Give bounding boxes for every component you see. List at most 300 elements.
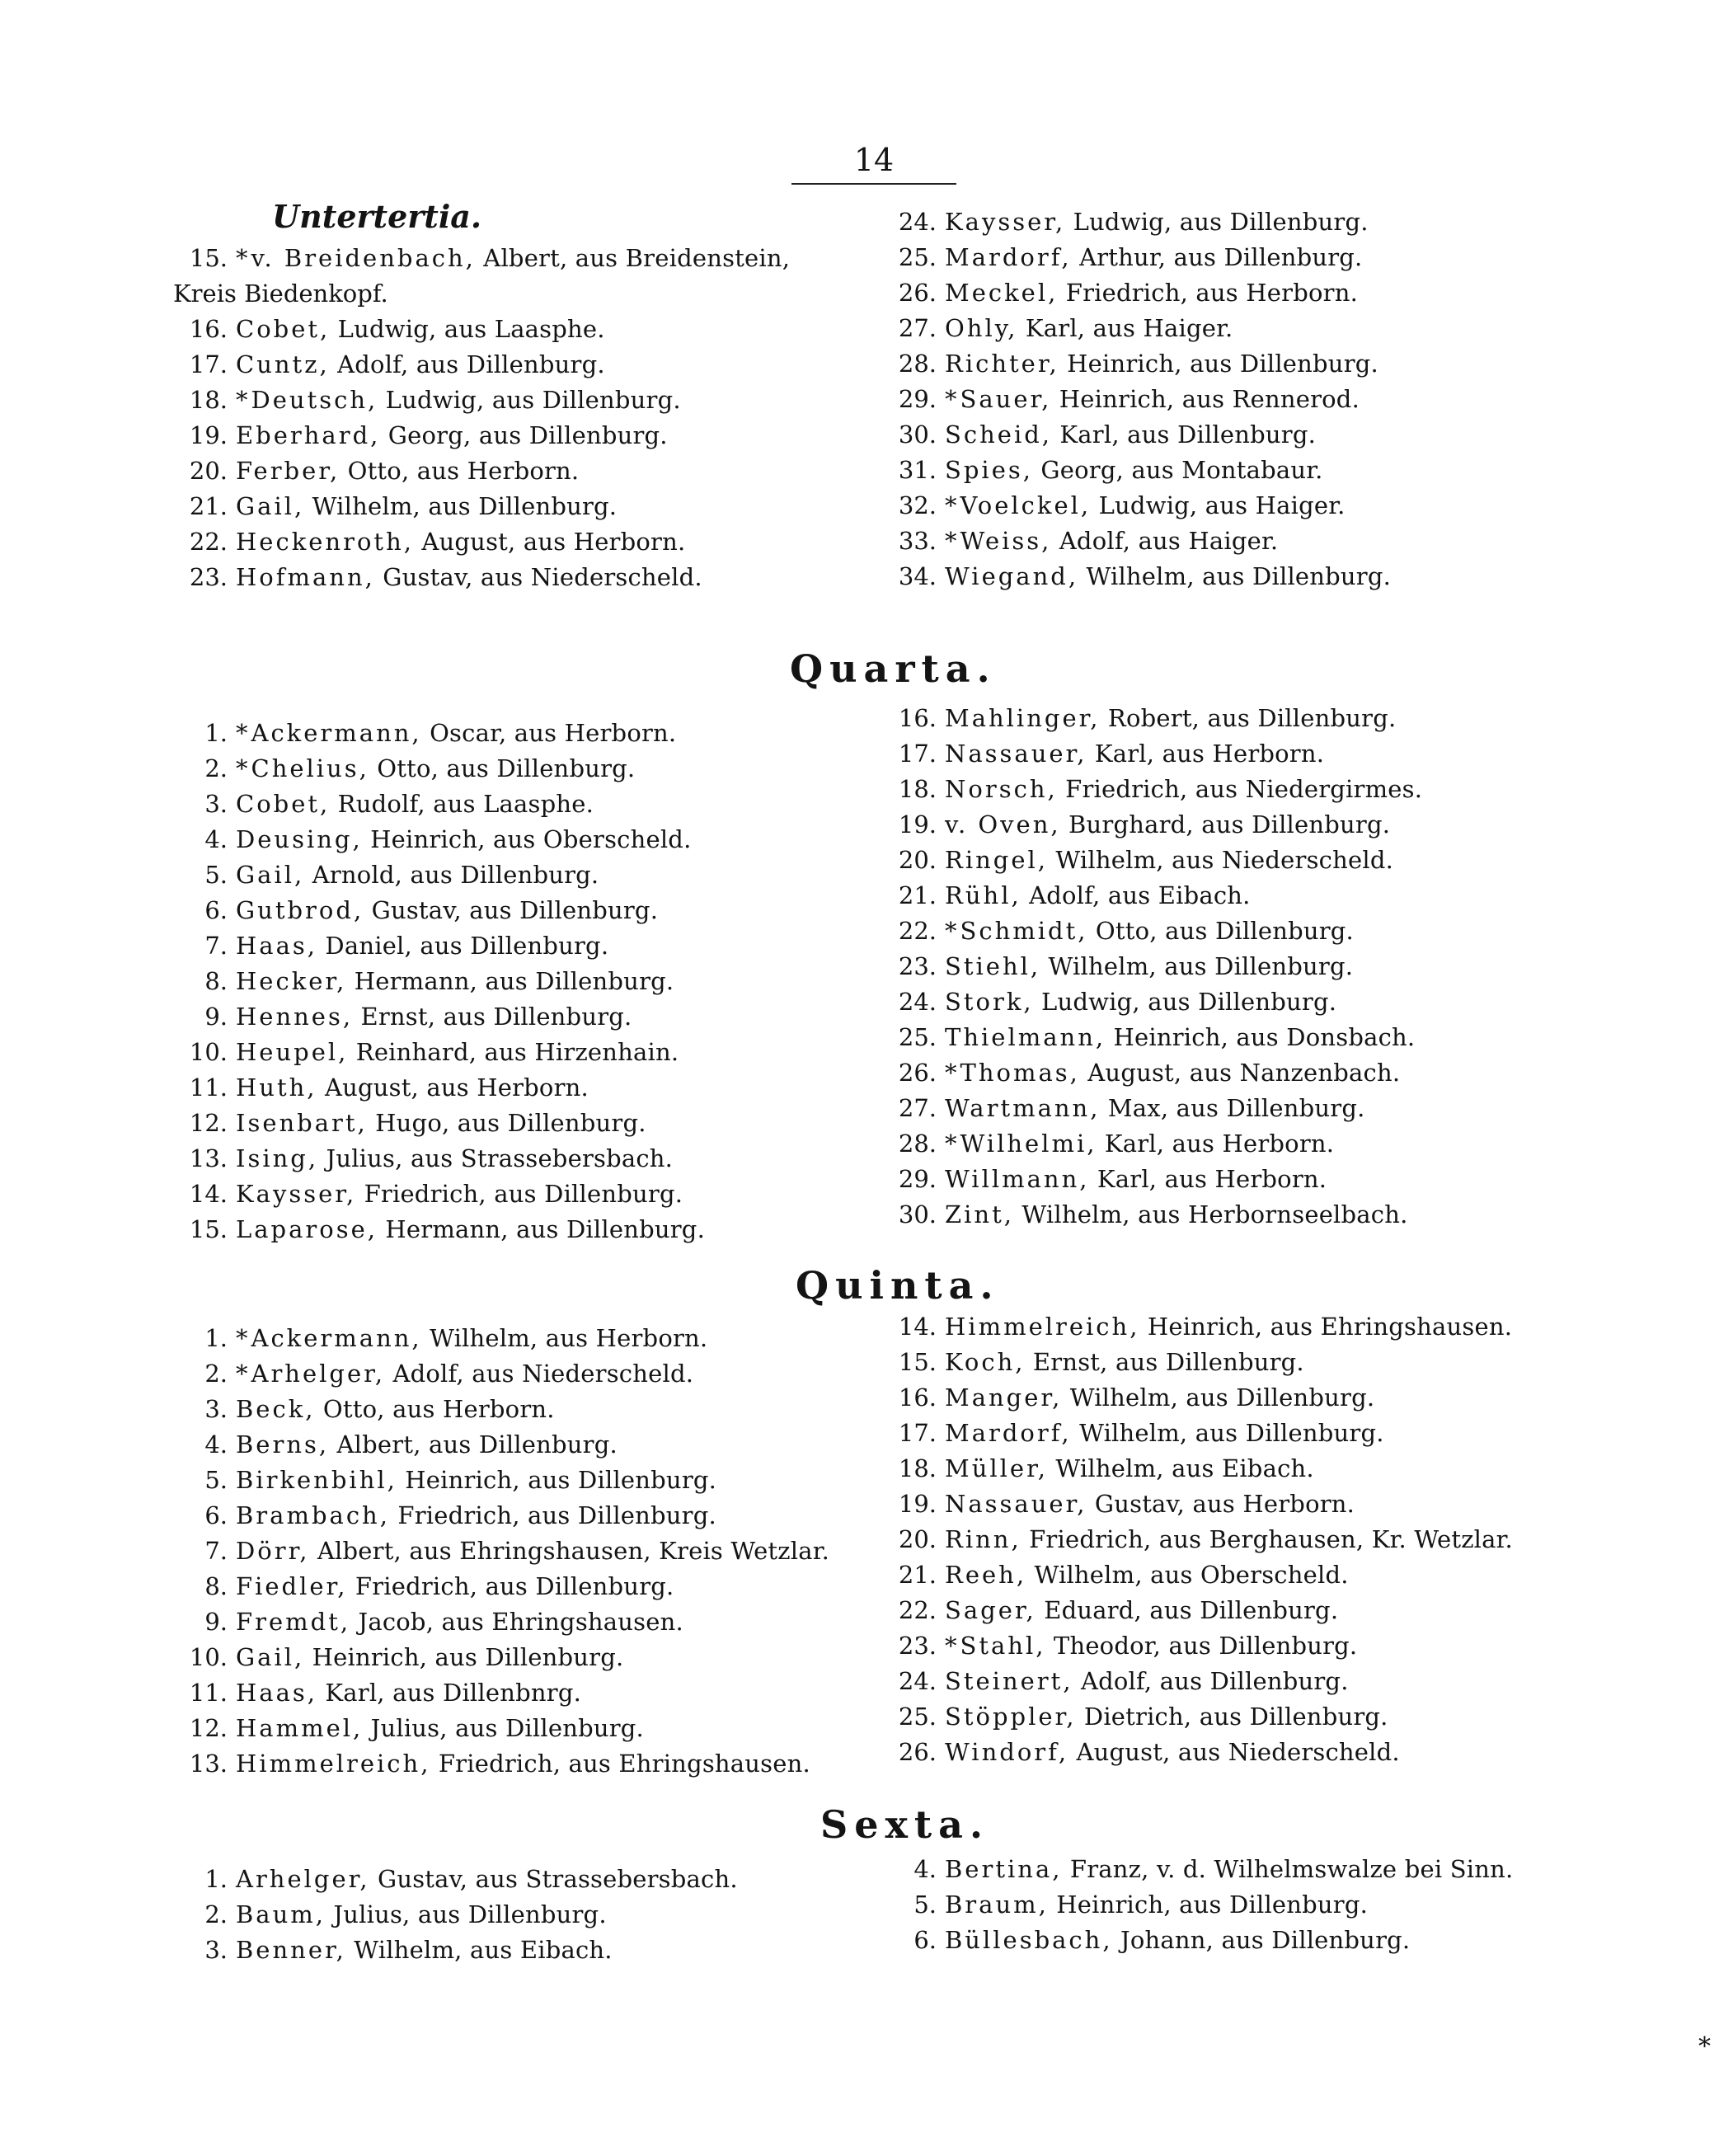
list-item [173,418,874,453]
given-name-origin: Jacob, aus Ehringshausen. [350,1608,683,1636]
surname: Norsch, [945,775,1058,803]
entry-text [236,1569,674,1604]
entry-number: 22. [898,917,937,945]
surname: Sauer, [960,385,1052,413]
entry-text [236,928,608,964]
surname: Meckel, [945,279,1059,307]
entry-number: 4. [913,1855,937,1883]
list-item [882,1020,1525,1055]
given-name-origin: Otto, aus Dillenburg. [369,754,636,782]
entry-number: 2. [204,754,228,782]
heading-sexta: Sexta. [820,1802,989,1847]
entry-text [236,1534,829,1569]
surname: Birkenbihl, [236,1466,397,1494]
list-item [882,382,1525,417]
entry-number: 19. [189,421,228,449]
list-item [882,240,1525,275]
surname: Heupel, [236,1038,349,1066]
given-name-origin: Heinrich, aus Dillenburg. [1048,1891,1369,1919]
surname: Mardorf, [945,1419,1072,1447]
given-name-origin: Wilhelm, aus Dillenburg. [1040,952,1354,980]
list-item [882,1091,1525,1126]
entry-number: 26. [898,279,937,307]
entry-number: 8. [204,967,228,995]
entry-text [945,807,1390,843]
given-name-origin: Adolf, aus Dillenburg. [329,350,605,378]
surname: Fiedler, [236,1572,348,1600]
entry-number: 24. [898,208,937,236]
entry-text [945,1345,1304,1380]
given-name-origin: Julius, aus Dillenburg. [326,1900,607,1928]
given-name-origin: Albert, aus Ehringshausen, Kreis Wetzlar. [309,1537,830,1565]
surname: Gail, [236,492,305,520]
page-number: 14 [853,142,895,178]
surname: Ising, [236,1144,319,1172]
given-name-origin: Rudolf, aus Laasphe. [330,790,594,818]
entry-number: 27. [898,1094,937,1122]
entry-text [236,1070,589,1106]
entry-number: 1. [204,1865,228,1893]
given-name-origin: Karl, aus Haiger. [1017,314,1233,342]
list-item [173,964,874,999]
entry-text [945,1735,1400,1770]
surname: Rühl, [945,881,1021,909]
surname: Schmidt, [960,917,1088,945]
entry-number: 16. [898,1383,937,1411]
surname: Kaysser, [945,208,1066,236]
entry-text [945,1887,1368,1923]
surname: Ohly, [945,314,1018,342]
entry-text [945,1628,1357,1664]
list-sexta-left [173,1862,874,1968]
entry-text [236,1212,705,1247]
surname: Cobet, [236,790,331,818]
list-item [173,1675,874,1711]
given-name-origin: Oscar, aus Herborn. [421,719,677,747]
given-name-origin: Karl, aus Dillenburg. [1052,420,1317,449]
list-item [882,559,1525,594]
entry-number: 30. [898,420,937,449]
surname: Willmann, [945,1165,1090,1193]
list-item [882,1416,1566,1451]
list-item [882,204,1525,240]
entry-text [945,240,1362,275]
surname: Braum, [945,1891,1049,1919]
entry-text [236,244,790,272]
given-name-origin: Gustav, aus Strassebersbach. [369,1865,738,1893]
list-item [173,453,874,489]
list-item [173,822,874,857]
surname: Stork, [945,988,1034,1016]
entry-number: 6. [204,1501,228,1529]
entry-number: 15. [189,244,228,272]
given-name-origin: Albert, aus Dillenburg. [329,1430,618,1458]
asterisk-mark: * [945,527,957,555]
entry-text [945,1557,1349,1593]
surname: Wiegand, [945,562,1079,590]
entry-number: 10. [189,1038,228,1066]
list-untertertia-left [173,241,874,595]
entry-number: 8. [204,1572,228,1600]
entry-text [236,787,594,822]
entry-text [236,347,605,383]
given-name-origin: Wilhelm, aus Oberscheld. [1026,1561,1349,1589]
list-item [882,1197,1525,1233]
entry-text [945,1487,1355,1522]
given-name-origin: Friedrich, aus Ehringshausen. [430,1750,810,1778]
entry-number: 1. [204,719,228,747]
entry-number: 13. [189,1144,228,1172]
list-item [173,312,874,347]
surname: Spies, [945,456,1033,484]
entry-text [945,984,1336,1020]
given-name-origin: Theodor, aus Dillenburg. [1045,1632,1358,1660]
list-item [173,383,874,418]
entry-text [945,1923,1410,1958]
asterisk-mark: * [945,917,957,945]
asterisk-mark: * [236,1360,248,1388]
surname: Richter, [945,350,1059,378]
surname: Hecker, [236,967,347,995]
entry-text [236,1746,810,1782]
entry-number: 11. [189,1073,228,1101]
surname: Cuntz, [236,350,330,378]
given-name-origin: Heinrich, aus Oberscheld. [362,825,692,853]
list-item [882,1522,1566,1557]
list-item [882,1923,1566,1958]
entry-text [236,1640,623,1675]
surname: Eberhard, [236,421,381,449]
list-item [173,857,874,893]
given-name-origin: Reinhard, aus Hirzenhain. [348,1038,679,1066]
entry-text [236,1498,716,1534]
surname: Arhelger, [251,1360,386,1388]
surname: Zint, [945,1200,1014,1228]
surname: Bertina, [945,1855,1063,1883]
list-item [173,1141,874,1177]
given-name-origin: Karl, aus Herborn. [1087,740,1325,768]
entry-text [945,1309,1512,1345]
given-name-origin: Otto, aus Herborn. [340,457,580,485]
given-name-origin: Georg, aus Dillenburg. [380,421,668,449]
entry-text [236,1933,613,1968]
given-name-origin: Wilhelm, aus Dillenburg. [1062,1383,1375,1411]
surname: Haas, [236,932,317,960]
list-item [882,1487,1566,1522]
entry-number: 4. [204,825,228,853]
given-name-origin: Karl, aus Herborn. [1089,1165,1327,1193]
given-name-origin: Karl, aus Herborn. [1097,1130,1335,1158]
surname: Hennes, [236,1003,354,1031]
entry-text [945,1593,1338,1628]
surname: Deutsch, [251,386,378,414]
entry-text [236,1177,683,1212]
given-name-origin: Wilhelm, aus Eibach. [1047,1454,1314,1482]
stray-mark: * [1698,2032,1711,2061]
entry-text [945,914,1354,949]
entry-number: 1. [204,1324,228,1352]
entry-number: 25. [898,1023,937,1051]
list-item [173,1427,874,1463]
entry-number: 28. [898,350,937,378]
entry-text [236,1141,673,1177]
given-name-origin: Georg, aus Montabaur. [1032,456,1323,484]
asterisk-mark: * [945,1059,957,1087]
entry-text [945,772,1422,807]
list-quarta-right [882,701,1525,1233]
entry-number: 18. [898,1454,937,1482]
given-name-origin: Friedrich, aus Dillenburg. [347,1572,674,1600]
surname: Fremdt, [236,1608,351,1636]
entry-text [236,964,674,999]
list-quinta-right [882,1309,1566,1770]
surname: Manger, [945,1383,1063,1411]
list-item [882,1852,1566,1887]
surname: Steinert, [945,1667,1073,1695]
entry-text [945,736,1324,772]
entry-number: 5. [204,861,228,889]
entry-number: 33. [898,527,937,555]
entry-text [945,949,1353,984]
list-item [173,1498,874,1534]
entry-number: 9. [204,1003,228,1031]
given-name-origin: Wilhelm, aus Herborn. [421,1324,708,1352]
entry-text [945,701,1396,736]
entry-text [945,311,1233,346]
surname: v. Breidenbach, [251,244,476,272]
given-name-origin: Friedrich, aus Dillenburg. [389,1501,716,1529]
list-item [882,1628,1566,1664]
surname: Arhelger, [236,1865,370,1893]
list-item [173,928,874,964]
entry-text [945,1055,1400,1091]
entry-number: 20. [898,1525,937,1553]
list-quarta-left [173,716,874,1247]
list-item [882,524,1525,559]
surname: Cobet, [236,315,331,343]
entry-text [945,1091,1365,1126]
given-name-origin: Wilhelm, aus Niederscheld. [1048,846,1394,874]
entry-number: 29. [898,1165,937,1193]
list-item [882,1887,1566,1923]
given-name-origin: Otto, aus Dillenburg. [1087,917,1354,945]
given-name-origin: Heinrich, aus Dillenburg. [397,1466,717,1494]
entry-number: 18. [898,775,937,803]
entry-text [236,383,681,418]
entry-number: 17. [898,740,937,768]
entry-text [236,453,579,489]
asterisk-mark: * [236,386,248,414]
given-name-origin: Julius, aus Strassebersbach. [318,1144,674,1172]
list-item [882,843,1525,878]
entry-number: 29. [898,385,937,413]
entry-text [236,1862,738,1897]
list-item [173,1933,874,1968]
entry-number: 6. [913,1926,937,1954]
surname: Scheid, [945,420,1053,449]
surname: Dörr, [236,1537,310,1565]
list-item [173,1746,874,1782]
given-name-origin: Eduard, aus Dillenburg. [1036,1596,1339,1624]
list-item [173,1035,874,1070]
list-item [882,488,1525,524]
surname: Gail, [236,1643,305,1671]
list-item [173,751,874,787]
given-name-origin: Robert, aus Dillenburg. [1100,704,1397,732]
list-item [882,1593,1566,1628]
given-name-origin: Gustav, aus Niederscheld. [374,563,702,591]
entry-number: 26. [898,1059,937,1087]
surname: Huth, [236,1073,317,1101]
surname: Stöppler, [945,1703,1077,1731]
surname: Mardorf, [945,243,1072,271]
surname: Windorf, [945,1738,1069,1766]
given-name-origin: Adolf, aus Dillenburg. [1073,1667,1349,1695]
given-name-origin: Burghard, aus Dillenburg. [1060,810,1391,838]
surname: Benner, [236,1936,346,1964]
entry-text [236,822,692,857]
list-item [882,878,1525,914]
list-item [173,1212,874,1247]
given-name-origin: Heinrich, aus Dillenburg. [1059,350,1378,378]
entry-text [236,524,685,560]
entry-text [236,1321,707,1356]
list-quinta-left [173,1321,874,1782]
surname: Ferber, [236,457,340,485]
surname: Heckenroth, [236,528,414,556]
entry-number: 5. [913,1891,937,1919]
given-name-origin: Otto, aus Herborn. [315,1395,555,1423]
list-item [173,999,874,1035]
entry-text [945,1020,1415,1055]
entry-number: 3. [204,1936,228,1964]
list-item [882,1699,1566,1735]
entry-text [945,382,1360,417]
list-item [173,1711,874,1746]
given-name-origin: Wilhelm, aus Eibach. [345,1936,613,1964]
entry-number: 14. [189,1180,228,1208]
entry-text [236,560,702,595]
entry-text [945,1162,1327,1197]
surname: Weiss, [960,527,1052,555]
given-name-origin: Heinrich, aus Rennerod. [1051,385,1360,413]
entry-text [945,524,1278,559]
list-item [882,311,1525,346]
surname: Haas, [236,1679,317,1707]
surname: Kaysser, [236,1180,357,1208]
list-item [882,914,1525,949]
given-name-origin: Heinrich, aus Dillenburg. [304,1643,624,1671]
list-item [882,1735,1566,1770]
given-name-origin: Ernst, aus Dillenburg. [353,1003,632,1031]
given-name-origin: Julius, aus Dillenburg. [363,1714,644,1742]
list-item [173,1897,874,1933]
heading-quinta: Quinta. [796,1263,1000,1308]
list-item [173,1106,874,1141]
surname: Baum, [236,1900,326,1928]
entry-text [236,1675,581,1711]
surname: Hammel, [236,1714,364,1742]
entry-text [945,488,1346,524]
surname: Himmelreich, [945,1313,1140,1341]
list-item [882,701,1525,736]
entry-number: 2. [204,1900,228,1928]
entry-text [236,893,658,928]
given-name-origin: August, aus Niederscheld. [1068,1738,1400,1766]
surname: Rinn, [945,1525,1021,1553]
entry-number: 27. [898,314,937,342]
given-name-origin: Hermann, aus Dillenburg. [378,1215,705,1243]
entry-text [236,1604,683,1640]
entry-text [945,453,1323,488]
entry-text [945,1664,1349,1699]
list-item [173,787,874,822]
list-item [173,1356,874,1392]
entry-text [945,1852,1513,1887]
surname: Nassauer, [945,1490,1087,1518]
entry-number: 20. [898,846,937,874]
surname: Thielmann, [945,1023,1106,1051]
entry-text [945,346,1378,382]
surname: Koch, [945,1348,1026,1376]
surname: Berns, [236,1430,330,1458]
given-name-origin: Wilhelm, aus Dillenburg. [1071,1419,1384,1447]
list-item [882,1126,1525,1162]
entry-text [236,1392,555,1427]
entry-number: 16. [898,704,937,732]
entry-text [945,1197,1408,1233]
given-name-origin: Friedrich, aus Herborn. [1058,279,1358,307]
entry-number: 15. [898,1348,937,1376]
surname: Isenbart, [236,1109,368,1137]
entry-text [945,1380,1374,1416]
given-name-origin: Heinrich, aus Ehringshausen. [1139,1313,1513,1341]
entry-text [945,275,1358,311]
surname: Ackermann, [251,719,422,747]
list-item [882,453,1525,488]
entry-number: 19. [898,810,937,838]
list-item [882,736,1525,772]
entry-text [945,1451,1314,1487]
surname: Ringel, [945,846,1049,874]
asterisk-mark: * [945,1632,957,1660]
surname: Brambach, [236,1501,390,1529]
surname: Himmelreich, [236,1750,431,1778]
list-item [173,1604,874,1640]
entry-text [945,204,1369,240]
surname: Hofmann, [236,563,375,591]
surname: Laparose, [236,1215,378,1243]
entry-number: 21. [898,1561,937,1589]
entry-text [236,418,668,453]
surname: Reeh, [945,1561,1027,1589]
entry-number: 24. [898,1667,937,1695]
page-number-rule [791,183,956,185]
entry-text [236,312,605,347]
surname: Mahlinger, [945,704,1101,732]
asterisk-mark: * [236,1324,248,1352]
entry-text [236,857,599,893]
entry-number: 10. [189,1643,228,1671]
entry-text [236,1427,618,1463]
surname: Beck, [236,1395,316,1423]
list-item [882,807,1525,843]
given-name-origin: August, aus Herborn. [413,528,686,556]
given-name-origin: August, aus Nanzenbach. [1079,1059,1401,1087]
entry-text [945,1416,1384,1451]
entry-number: 21. [898,881,937,909]
surname: Sager, [945,1596,1036,1624]
